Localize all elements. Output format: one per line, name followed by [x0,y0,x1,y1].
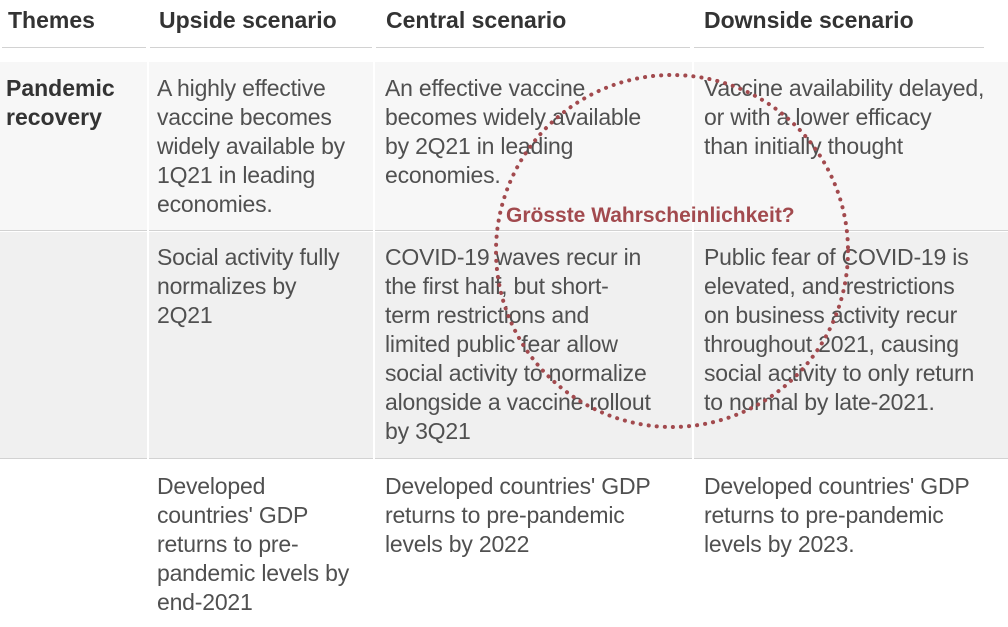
row-divider-2 [0,458,1008,459]
column-gap-1 [147,62,149,627]
central-social-activity-cell: COVID-19 waves recur in the first half, but short- term restrictions and limited public fear allow social activity to normalize alongside a vaccine rollout by 3Q21 [385,244,651,444]
header-rule-central [376,47,690,48]
header-downside-scenario: Downside scenario [704,7,914,33]
column-gap-2 [373,62,375,627]
downside-vaccine-cell: Vaccine availability delayed, or with a lower efficacy than initially thought [704,75,985,159]
header-rule-themes [2,47,146,48]
column-gap-3 [692,62,694,627]
theme-pandemic-recovery: Pandemic recovery [6,75,115,130]
upside-social-activity-cell: Social activity fully normalizes by 2Q21 [157,244,340,328]
downside-gdp-cell: Developed countries' GDP returns to pre-pandemic levels by 2023. [704,473,970,557]
header-themes: Themes [8,7,95,33]
upside-vaccine-cell: A highly effective vaccine becomes widely available by 1Q21 in leading economies. [157,75,345,217]
header-rule-upside [150,47,372,48]
header-central-scenario: Central scenario [386,7,567,33]
header-rule-downside [694,47,984,48]
upside-gdp-cell: Developed countries' GDP returns to pre- pandemic levels by end-2021 [157,473,350,615]
central-vaccine-cell: An effective vaccine becomes widely available by 2Q21 in leading economies. [385,75,642,188]
row-divider-1 [0,230,1008,231]
downside-social-activity-cell: Public fear of COVID-19 is elevated, and restrictions on business activity recur throughout 2021, causing social activity to only return to normal by late-2021. [704,244,975,415]
header-upside-scenario: Upside scenario [159,7,337,33]
probability-annotation-label: Grösste Wahrscheinlichkeit? [506,204,795,227]
central-gdp-cell: Developed countries' GDP returns to pre-pandemic levels by 2022 [385,473,651,557]
